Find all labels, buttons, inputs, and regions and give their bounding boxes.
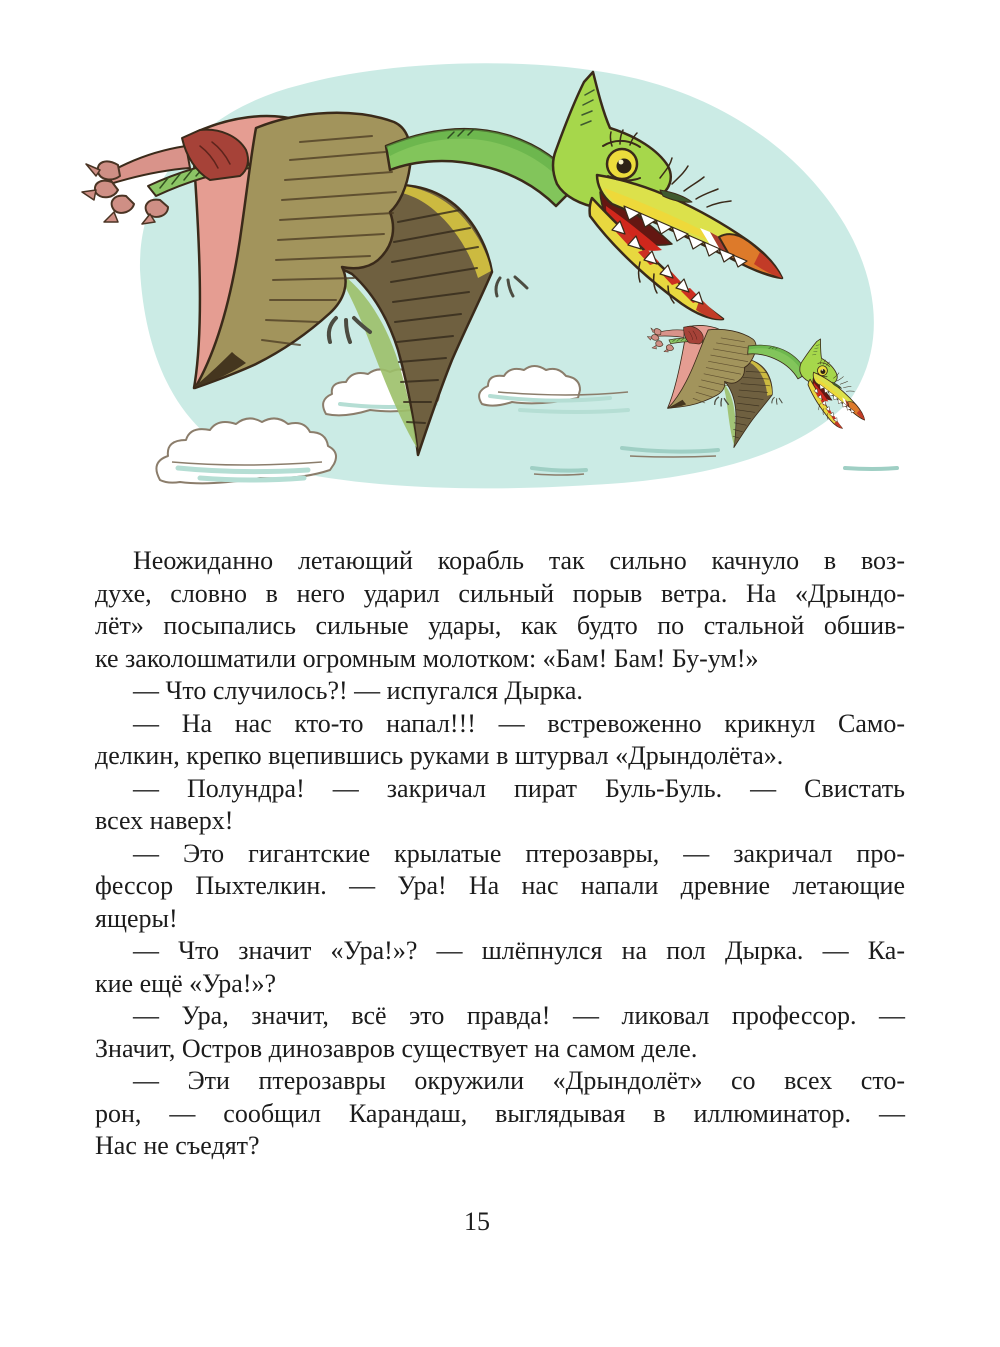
text-line: кие ещё «Ура!»? [95, 968, 277, 998]
paragraph [95, 545, 905, 675]
paragraph [95, 773, 905, 838]
text-line: рон, — сообщил Карандаш, выглядывая в иллюминатор. — [95, 1098, 905, 1128]
story-text [95, 545, 905, 1163]
text-line: делкин, крепко вцепившись руками в штурвал «Дрындолёта». [95, 741, 784, 770]
paragraph [95, 935, 905, 1000]
text-line: — Ура, значит, всё это правда! — ликовал профессор. — [133, 1001, 905, 1030]
text-line: — Полундра! — закричал пират Буль-Буль. — Свистать [133, 773, 905, 803]
text-line: Нас не съедят? [95, 1131, 260, 1160]
paragraph [95, 675, 905, 708]
paragraph [95, 838, 905, 936]
paragraph [95, 708, 905, 773]
paragraph [95, 1000, 905, 1065]
text-line: Значит, Остров динозавров существует на самом деле. [95, 1033, 698, 1063]
text-line: лёт» посыпались сильные удары, как будто по стальной обшив- [95, 611, 905, 640]
text-line: Неожиданно летающий корабль так сильно качнуло в воз- [133, 546, 905, 575]
pterosaur-scene [0, 0, 1000, 510]
text-line: духе, словно в него ударил сильный порыв ветра. На «Дрындо- [95, 578, 905, 608]
text-line: ящеры! [95, 903, 178, 933]
illustration-pterosaurs [0, 0, 1000, 510]
text-line: — Это гигантские крылатые птерозавры, — закричал про- [133, 838, 905, 868]
text-line: всех наверх! [95, 806, 234, 835]
text-line: ке заколошматили огромным молотком: «Бам! Бам! Бу-ум!» [95, 643, 759, 673]
text-line: — Эти птерозавры окружили «Дрындолёт» со всех сто- [133, 1066, 905, 1095]
text-line: — Что случилось?! — испугался Дырка. [133, 676, 583, 705]
paragraph [95, 1065, 905, 1163]
page-number: 15 [464, 1207, 490, 1236]
text-line: фессор Пыхтелкин. — Ура! На нас напали древние летающие [95, 871, 905, 900]
text-line: — Что значит «Ура!»? — шлёпнулся на пол Дырка. — Ка- [133, 936, 905, 965]
text-line: — На нас кто-то напал!!! — встревоженно крикнул Само- [133, 708, 905, 738]
